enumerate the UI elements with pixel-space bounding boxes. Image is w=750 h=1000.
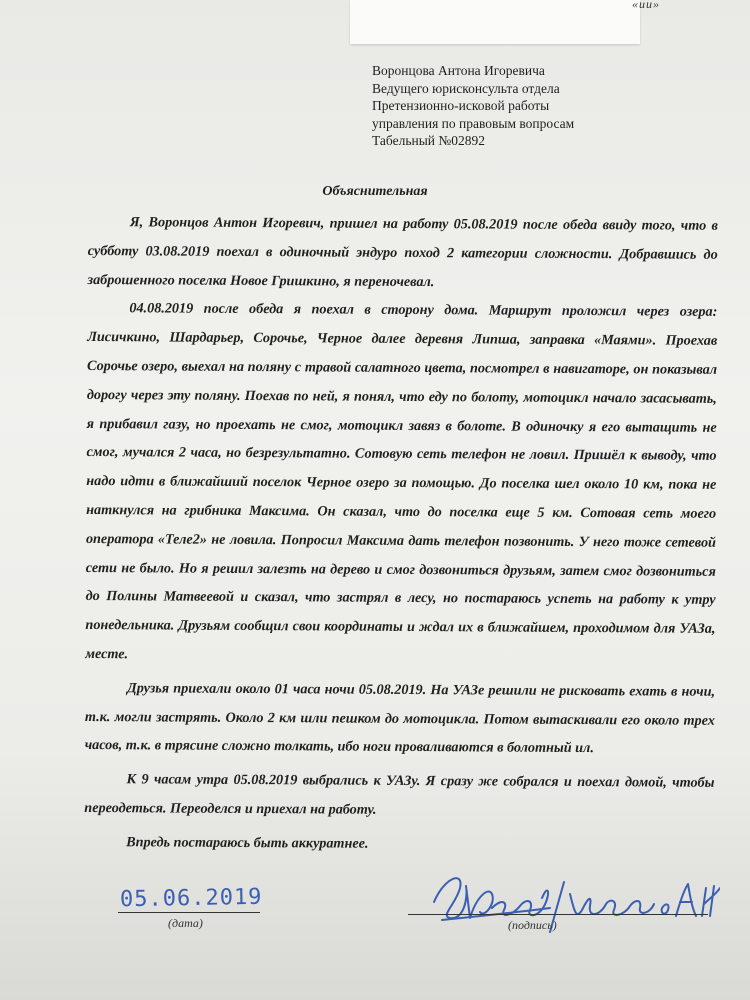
addressee-personnel-number: Табельный №02892 xyxy=(372,133,486,148)
document-body xyxy=(84,208,718,860)
handwritten-signature xyxy=(430,858,720,948)
paragraph-1: Я, Воронцов Антон Игоревич, пришел на работу 05.08.2019 после обеда ввиду того, что в субботу 03.08.2019 поехал в одиночный эндуро поход 2 категории сложности. Добравшись до заброшенного поселка Новое Гришкино, я переночевал. xyxy=(87,214,718,290)
corner-text-fragment: «ии» xyxy=(632,0,660,11)
paragraph-4: К 9 часам утра 05.08.2019 выбрались к УАЗу. Я сразу же собрался и поехал домой, чтобы переодеться. Переоделся и приехал на работу. xyxy=(84,771,715,818)
addressee-department: Претензионно-исковой работы xyxy=(372,98,550,113)
document-title: Объяснительная xyxy=(322,184,428,199)
attached-paper-strip xyxy=(350,0,640,44)
addressee-name: Воронцова Антона Игоревича xyxy=(372,63,545,78)
addressee-block xyxy=(372,62,702,150)
addressee-division: управления по правовым вопросам xyxy=(372,115,575,131)
addressee-position: Ведущего юрисконсульта отдела xyxy=(372,80,560,96)
paragraph-2: 04.08.2019 после обеда я поехал в сторону дома. Маршрут проложил через озера: Лисичкино, Шардарьер, Сорочье, Черное далее деревня Липша, заправка «Маями». Проехав Сорочье озеро, выехал на поляну с травой салатного цвета, посмотрел в навигаторе, он показывал дорогу через эту поляну. Поехав по ней, я понял, что еду по болоту, мотоцикл начало засасывать, я прибавил газу, но проехать не смог, мотоцикл завяз в болоте. В одиночку я его вытащить не смог, мучался 2 часа, но безрезультатно. Сотовую сеть телефон не ловил. Пришёл к выводу, что надо идти в ближайший поселок Черное озеро за помощью. До поселка шел около 10 км, пока не наткнулся на грибника Максима. Он сказал, что до поселка еще 5 км. Сотовая сеть моего оператора «Теле2» не ловила. Попросил Максима дать телефон позвонить. У него тоже сетевой сети не было. Но я решил залезть на дерево и смог дозвониться друзьям, затем смог дозвониться до Полины Матвеевой и сказал, что застрял в лесу, но постараюсь успеть на работу к утру понедельника. Друзьям сообщил свои координаты и ждал их в ближайшем, проходимом для УАЗа, месте. xyxy=(85,300,718,663)
paragraph-3: Друзья приехали около 01 часа ночи 05.08.2019. На УАЗе решили не рисковать ехать в ночи, т.к. могли застрять. Около 2 км шли пешком до мотоцикла. Потом вытаскивали его около трех часов, т.к. в трясине сложно толкать, ибо ноги проваливаются в болотный ил. xyxy=(84,679,716,757)
date-caption: (дата) xyxy=(168,916,203,930)
paragraph-5: Впредь постараюсь быть аккуратнее. xyxy=(126,833,369,852)
signature-caption: (подпись) xyxy=(508,918,557,932)
date-line xyxy=(118,912,260,913)
handwritten-date: 05.06.2019 xyxy=(119,884,263,913)
signature-line xyxy=(408,914,708,915)
